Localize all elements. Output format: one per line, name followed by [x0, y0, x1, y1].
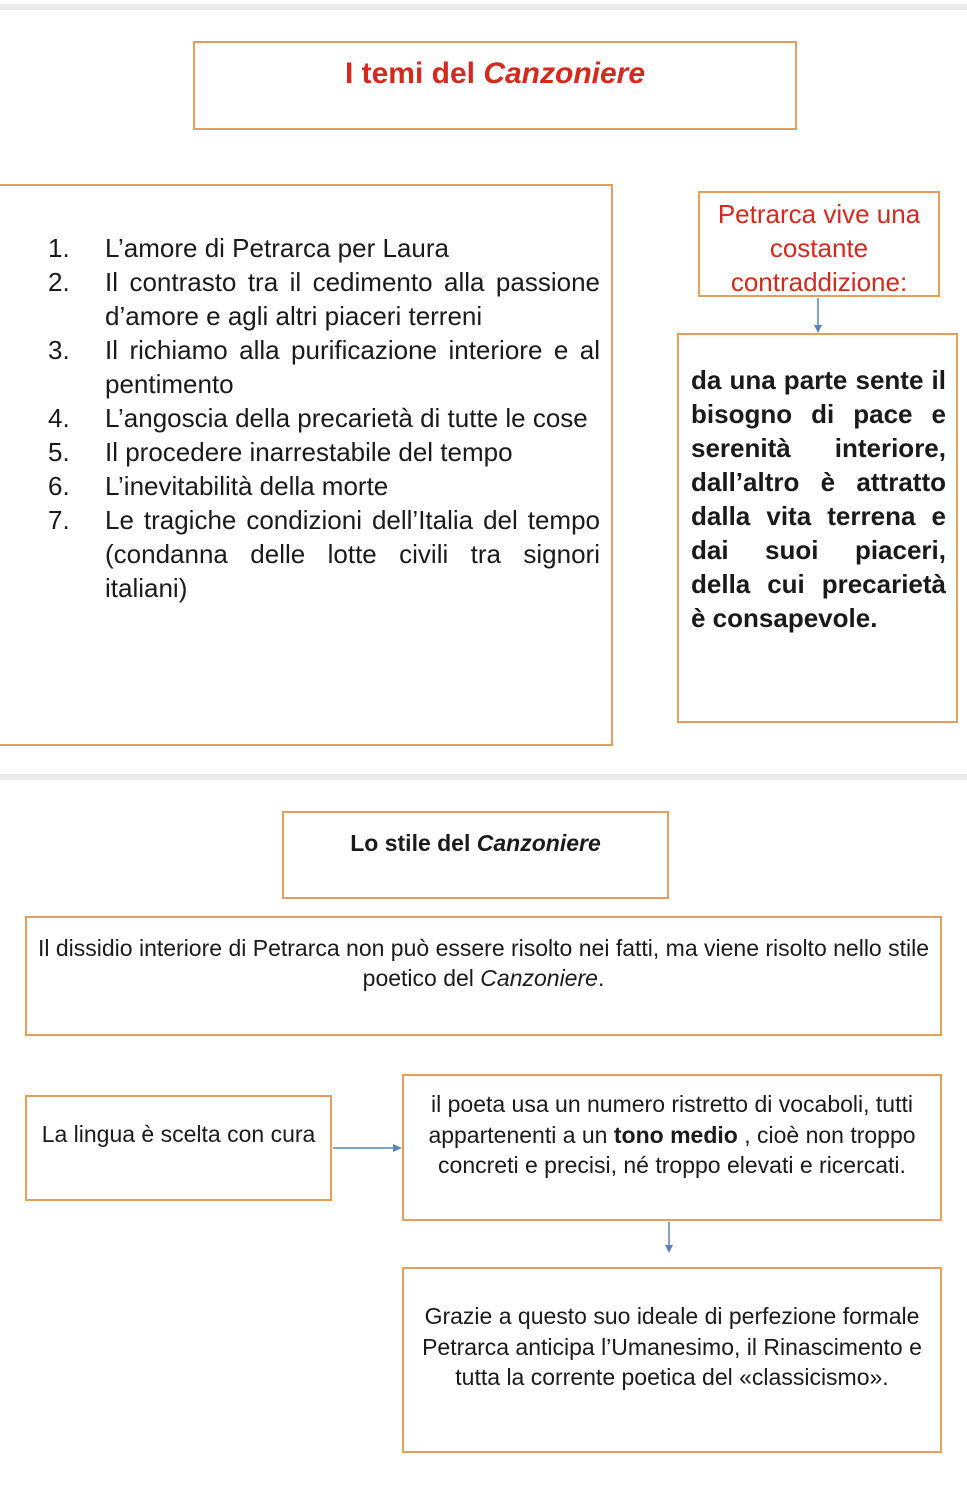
style-title-box [282, 811, 669, 899]
vocabulary-box [402, 1074, 942, 1221]
themes-list-box [0, 184, 613, 746]
humanism-box [402, 1267, 942, 1453]
section-separator [0, 774, 967, 780]
contradiction-text: Petrarca vive una costante contraddizione: [717, 199, 921, 297]
lingua-box [25, 1095, 332, 1201]
lingua-text: La lingua è scelta con cura [41, 1121, 316, 1147]
down-arrow-icon [811, 298, 825, 334]
theme-item: 6. L’inevitabilità della morte [48, 471, 389, 501]
theme-item: 2. Il contrasto tra il cedimento alla passione d’amore e agli altri piaceri terreni [48, 267, 600, 331]
theme-item: 3. Il richiamo alla purificazione interiore e al pentimento [48, 335, 600, 399]
top-separator [0, 4, 967, 10]
theme-item: 4. L’angoscia della precarietà di tutte le cose [48, 403, 588, 433]
themes-title-box [193, 41, 797, 130]
humanism-text: Grazie a questo suo ideale di perfezione formale Petrarca anticipa l’Umanesimo, il Rinascimento e tutta la corrente poetica del «classicismo». [422, 1303, 922, 1390]
right-arrow-icon [333, 1142, 403, 1154]
dissidio-text: Il dissidio interiore di Petrarca non può essere risolto nei fatti, ma viene risolto nello stile poetico del Canzoniere. [37, 935, 930, 991]
themes-list [48, 231, 600, 605]
theme-item: 1. L’amore di Petrarca per Laura [48, 233, 449, 263]
theme-item: 7. Le tragiche condizioni dell’Italia del tempo (condanna delle lotte civili tra signori italiani) [48, 505, 600, 603]
dual-nature-box [677, 333, 958, 723]
theme-item: 5. Il procedere inarrestabile del tempo [48, 437, 513, 467]
vocabulary-text: il poeta usa un numero ristretto di vocaboli, tutti appartenenti a un tono medio , cioè non troppo concreti e precisi, né troppo elevati e ricercati. [428, 1091, 916, 1178]
style-title: Lo stile del Canzoniere [350, 830, 601, 856]
dissidio-box [25, 916, 942, 1036]
contradiction-box [698, 191, 940, 297]
down-arrow-icon [662, 1222, 676, 1254]
dual-nature-text: da una parte sente il bisogno di pace e serenità interiore, dall’altro è attratto dalla vita terrena e dai suoi piaceri, della cui precarietà è consapevole. [691, 365, 946, 633]
themes-title: I temi del Canzoniere [344, 57, 646, 90]
